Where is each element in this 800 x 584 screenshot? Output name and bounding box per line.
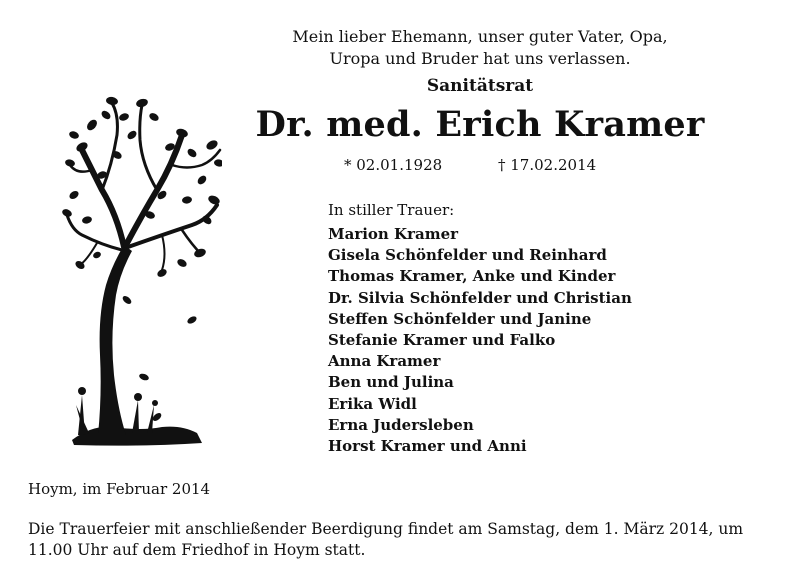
mourner: Anna Kramer <box>328 352 441 371</box>
mourner: Erna Judersleben <box>328 415 474 434</box>
intro-line: Uropa und Bruder hat uns verlassen. <box>329 49 631 68</box>
mourner: Marion Kramer <box>328 225 459 243</box>
intro-text <box>270 26 690 70</box>
birth-date: * 02.01.1928 <box>344 156 443 174</box>
honorary-title: Sanitätsrat <box>426 76 534 96</box>
mourner: Erika Widl <box>328 394 417 413</box>
mourner: Thomas Kramer, Anke und Kinder <box>328 267 616 286</box>
death-date: † 17.02.2014 <box>498 156 597 174</box>
mourner: Gisela Schönfelder und Reinhard <box>328 246 607 265</box>
mourning-label: In stiller Trauer: <box>328 201 455 219</box>
mourner: Horst Kramer und Anni <box>328 437 527 456</box>
mourner: Steffen Schönfelder und Janine <box>328 309 592 328</box>
tree-silhouette-icon <box>62 95 222 455</box>
intro-line: Mein lieber Ehemann, unser guter Vater, Opa, <box>292 27 668 46</box>
mourners-list <box>328 224 632 457</box>
mourner: Dr. Silvia Schönfelder und Christian <box>328 288 632 307</box>
funeral-notice: Die Trauerfeier mit anschließender Beerdigung findet am Samstag, dem 1. März 2014, um 11.00 Uhr auf dem Friedhof in Hoym statt. <box>28 520 744 559</box>
mourner: Ben und Julina <box>328 373 454 392</box>
deceased-name: Dr. med. Erich Kramer <box>255 104 705 145</box>
place-date: Hoym, im Februar 2014 <box>28 480 211 498</box>
mourner: Stefanie Kramer und Falko <box>328 331 556 350</box>
